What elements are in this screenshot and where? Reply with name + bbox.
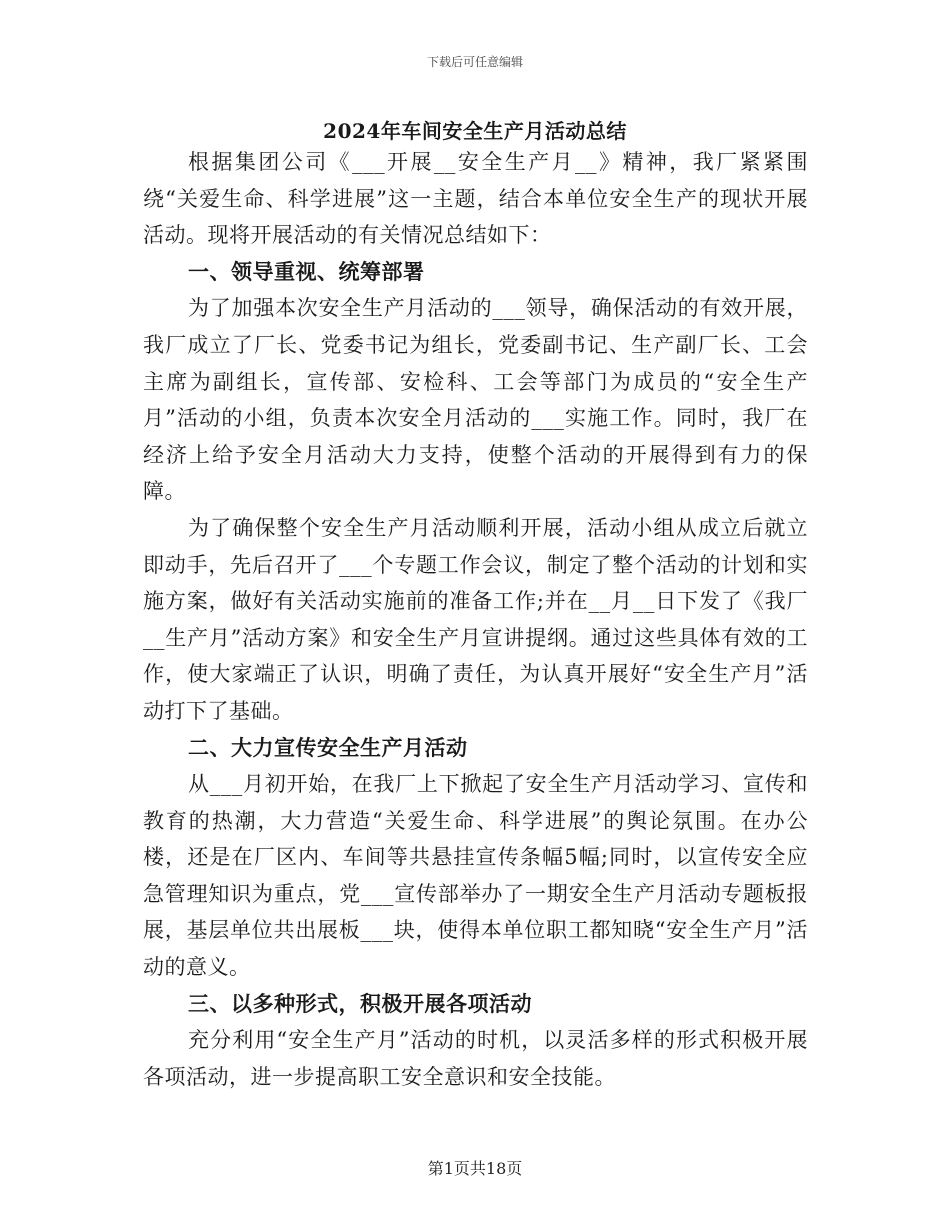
section-2-paragraph-1: 从___月初开始，在我厂上下掀起了安全生产月活动学习、宣传和教育的热潮，大力营造“关爱生命、科学进展”的舆论氛围。在办公楼，还是在厂区内、车间等共悬挂宣传条幅5幅;同时，以宣传安全应急管理知识为重点，党___宣传部举办了一期安全生产月活动专题板报展，基层单位共出展板___块，使得本单位职工都知晓“安全生产月”活动的意义。 [143, 772, 808, 980]
page-header-note: 下载后可任意编辑 [426, 55, 523, 69]
document-body [143, 144, 808, 1095]
section-heading-1: 一、领导重视、统筹部署 [188, 258, 425, 284]
document-title: 2024年车间安全生产月活动总结 [323, 119, 627, 143]
section-heading-3: 三、以多种形式，积极开展各项活动 [188, 990, 532, 1016]
section-heading-2: 二、大力宣传安全生产月活动 [188, 734, 468, 760]
section-1-paragraph-2: 为了确保整个安全生产月活动顺利开展，活动小组从成立后就立即动手，先后召开了___个专题工作会议，制定了整个活动的计划和实施方案，做好有关活动实施前的准备工作;并在__月__日下发了《我厂__生产月”活动方案》和安全生产月宣讲提纲。通过这些具体有效的工作，使大家端正了认识，明确了责任，为认真开展好“安全生产月”活动打下了基础。 [143, 515, 808, 723]
section-3-paragraph-1: 充分利用“安全生产月”活动的时机，以灵活多样的形式积极开展各项活动，进一步提高职工安全意识和安全技能。 [143, 1028, 808, 1089]
page-number: 第1页共18页 [427, 1159, 523, 1178]
intro-paragraph: 根据集团公司《___开展__安全生产月__》精神，我厂紧紧围绕“关爱生命、科学进展”这一主题，结合本单位安全生产的现状开展活动。现将开展活动的有关情况总结如下： [143, 150, 808, 248]
section-1-paragraph-1: 为了加强本次安全生产月活动的___领导，确保活动的有效开展，我厂成立了厂长、党委书记为组长，党委副书记、生产副厂长、工会主席为副组长，宣传部、安检科、工会等部门为成员的“安全生产月”活动的小组，负责本次安全月活动的___实施工作。同时，我厂在经济上给予安全月活动大力支持，使整个活动的开展得到有力的保障。 [143, 296, 808, 504]
